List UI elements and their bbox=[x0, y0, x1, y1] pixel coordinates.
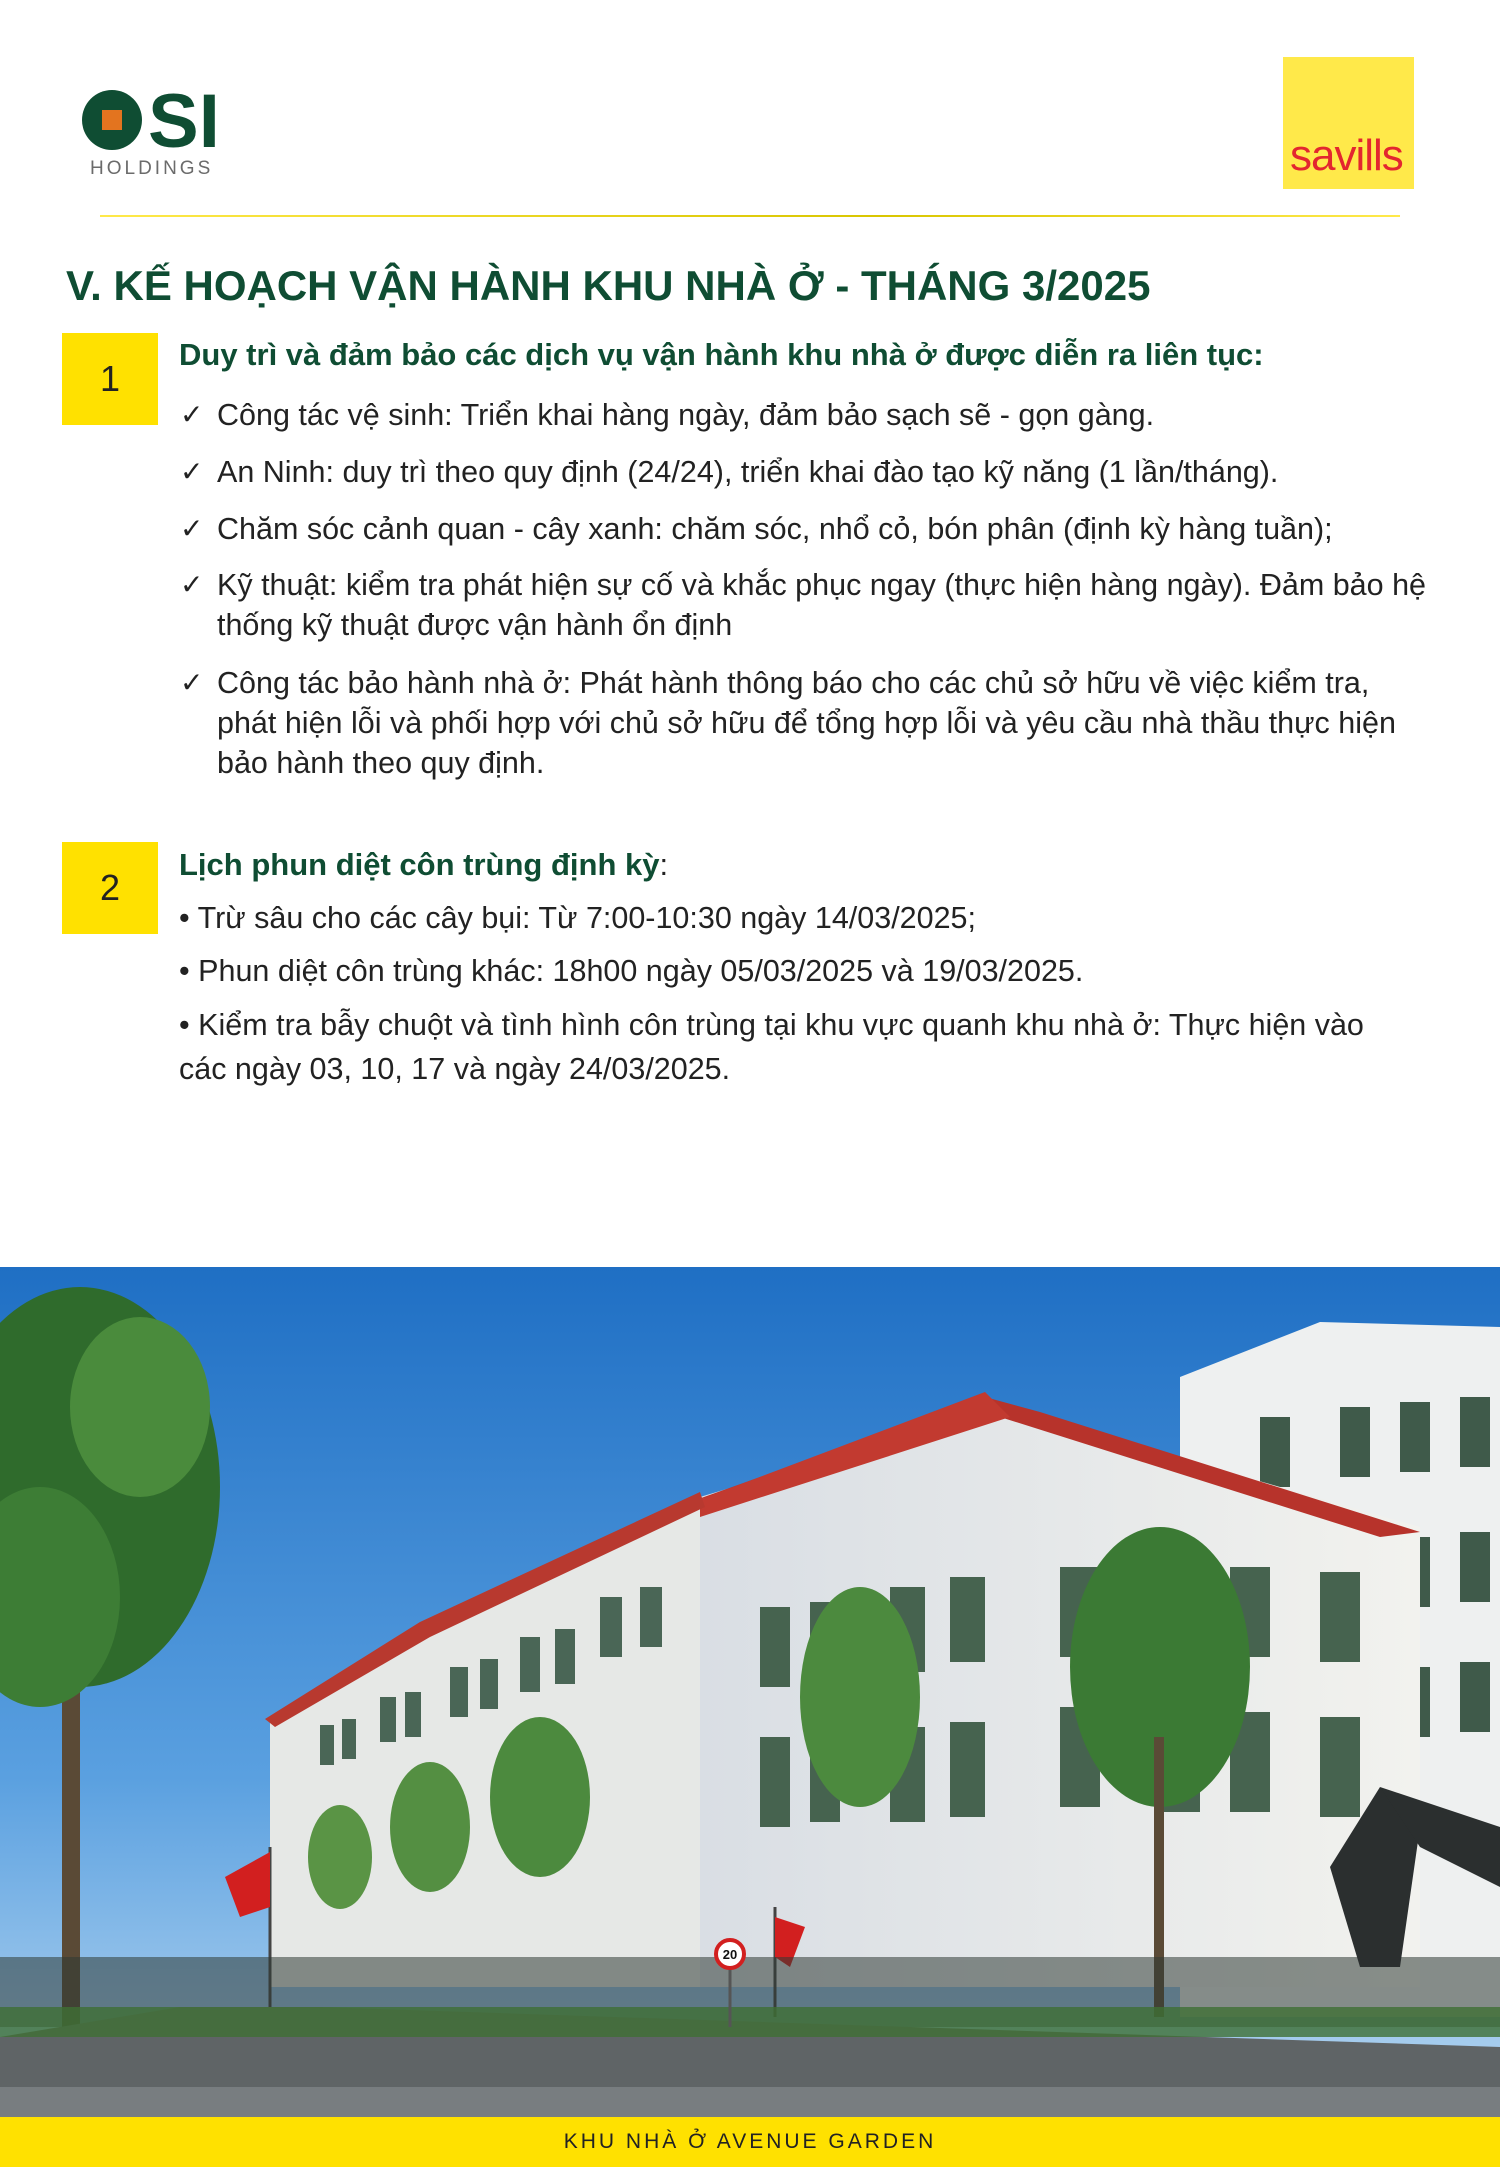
section-1-item: Kỹ thuật: kiểm tra phát hiện sự cố và khắc phục ngay (thực hiện hàng ngày). Đảm bảo hệ thống kỹ thuật được vận hành ổn định bbox=[217, 568, 1426, 642]
osi-logo-subtitle: HOLDINGS bbox=[90, 158, 214, 179]
checkmark-icon: ✓ bbox=[180, 667, 204, 698]
osi-holdings-logo bbox=[82, 79, 242, 184]
page-title: V. KẾ HOẠCH VẬN HÀNH KHU NHÀ Ở - THÁNG 3/2025 bbox=[66, 262, 1151, 309]
checkmark-icon: ✓ bbox=[180, 456, 204, 487]
savills-logo-text: savills bbox=[1290, 131, 1403, 180]
section-1-heading: Duy trì và đảm bảo các dịch vụ vận hành khu nhà ở được diễn ra liên tục: bbox=[179, 337, 1264, 372]
section-1-item: Công tác bảo hành nhà ở: Phát hành thông báo cho các chủ sở hữu về việc kiểm tra, phát hiện lỗi và phối hợp với chủ sở hữu để tổng hợp lỗi và yêu cầu nhà thầu thực hiện bảo hành theo quy định. bbox=[217, 666, 1396, 780]
section-1-item: Chăm sóc cảnh quan - cây xanh: chăm sóc, nhổ cỏ, bón phân (định kỳ hàng tuần); bbox=[217, 512, 1333, 546]
section-2-item: • Kiểm tra bẫy chuột và tình hình côn trùng tại khu vực quanh khu nhà ở: Thực hiện vào các ngày 03, 10, 17 và ngày 24/03/2025. bbox=[179, 1008, 1364, 1086]
avenue-garden-photo bbox=[0, 1267, 1500, 2117]
section-2-number-badge: 2 bbox=[62, 842, 158, 934]
header-divider bbox=[100, 215, 1400, 217]
tree-mid bbox=[800, 1587, 920, 1807]
section-1-item: An Ninh: duy trì theo quy định (24/24), triển khai đào tạo kỹ năng (1 lần/tháng). bbox=[217, 455, 1279, 489]
speed-sign-text: 20 bbox=[722, 1947, 738, 1962]
section-2-item: • Phun diệt côn trùng khác: 18h00 ngày 05/03/2025 và 19/03/2025. bbox=[179, 954, 1084, 988]
osi-logo-mark bbox=[82, 90, 142, 150]
footer-bar bbox=[0, 2117, 1500, 2167]
section-2-heading bbox=[179, 847, 668, 883]
section-1-item: Công tác vệ sinh: Triển khai hàng ngày, đảm bảo sạch sẽ - gọn gàng. bbox=[217, 398, 1155, 432]
savills-logo bbox=[1283, 57, 1414, 189]
section-2-heading-colon: : bbox=[659, 847, 669, 882]
villa-street-illustration bbox=[0, 1267, 1500, 2117]
section-1-number-badge: 1 bbox=[62, 333, 158, 425]
section-2-heading-text: Lịch phun diệt côn trùng định kỳ bbox=[179, 847, 660, 882]
section-2-item: • Trừ sâu cho các cây bụi: Từ 7:00-10:30 ngày 14/03/2025; bbox=[179, 901, 976, 935]
hedge bbox=[0, 2007, 1500, 2037]
checkmark-icon: ✓ bbox=[180, 569, 204, 600]
footer-text: KHU NHÀ Ở AVENUE GARDEN bbox=[563, 2130, 937, 2153]
checkmark-icon: ✓ bbox=[180, 513, 204, 544]
checkmark-icon: ✓ bbox=[180, 399, 204, 430]
osi-logo-wordmark: SI bbox=[148, 79, 220, 164]
